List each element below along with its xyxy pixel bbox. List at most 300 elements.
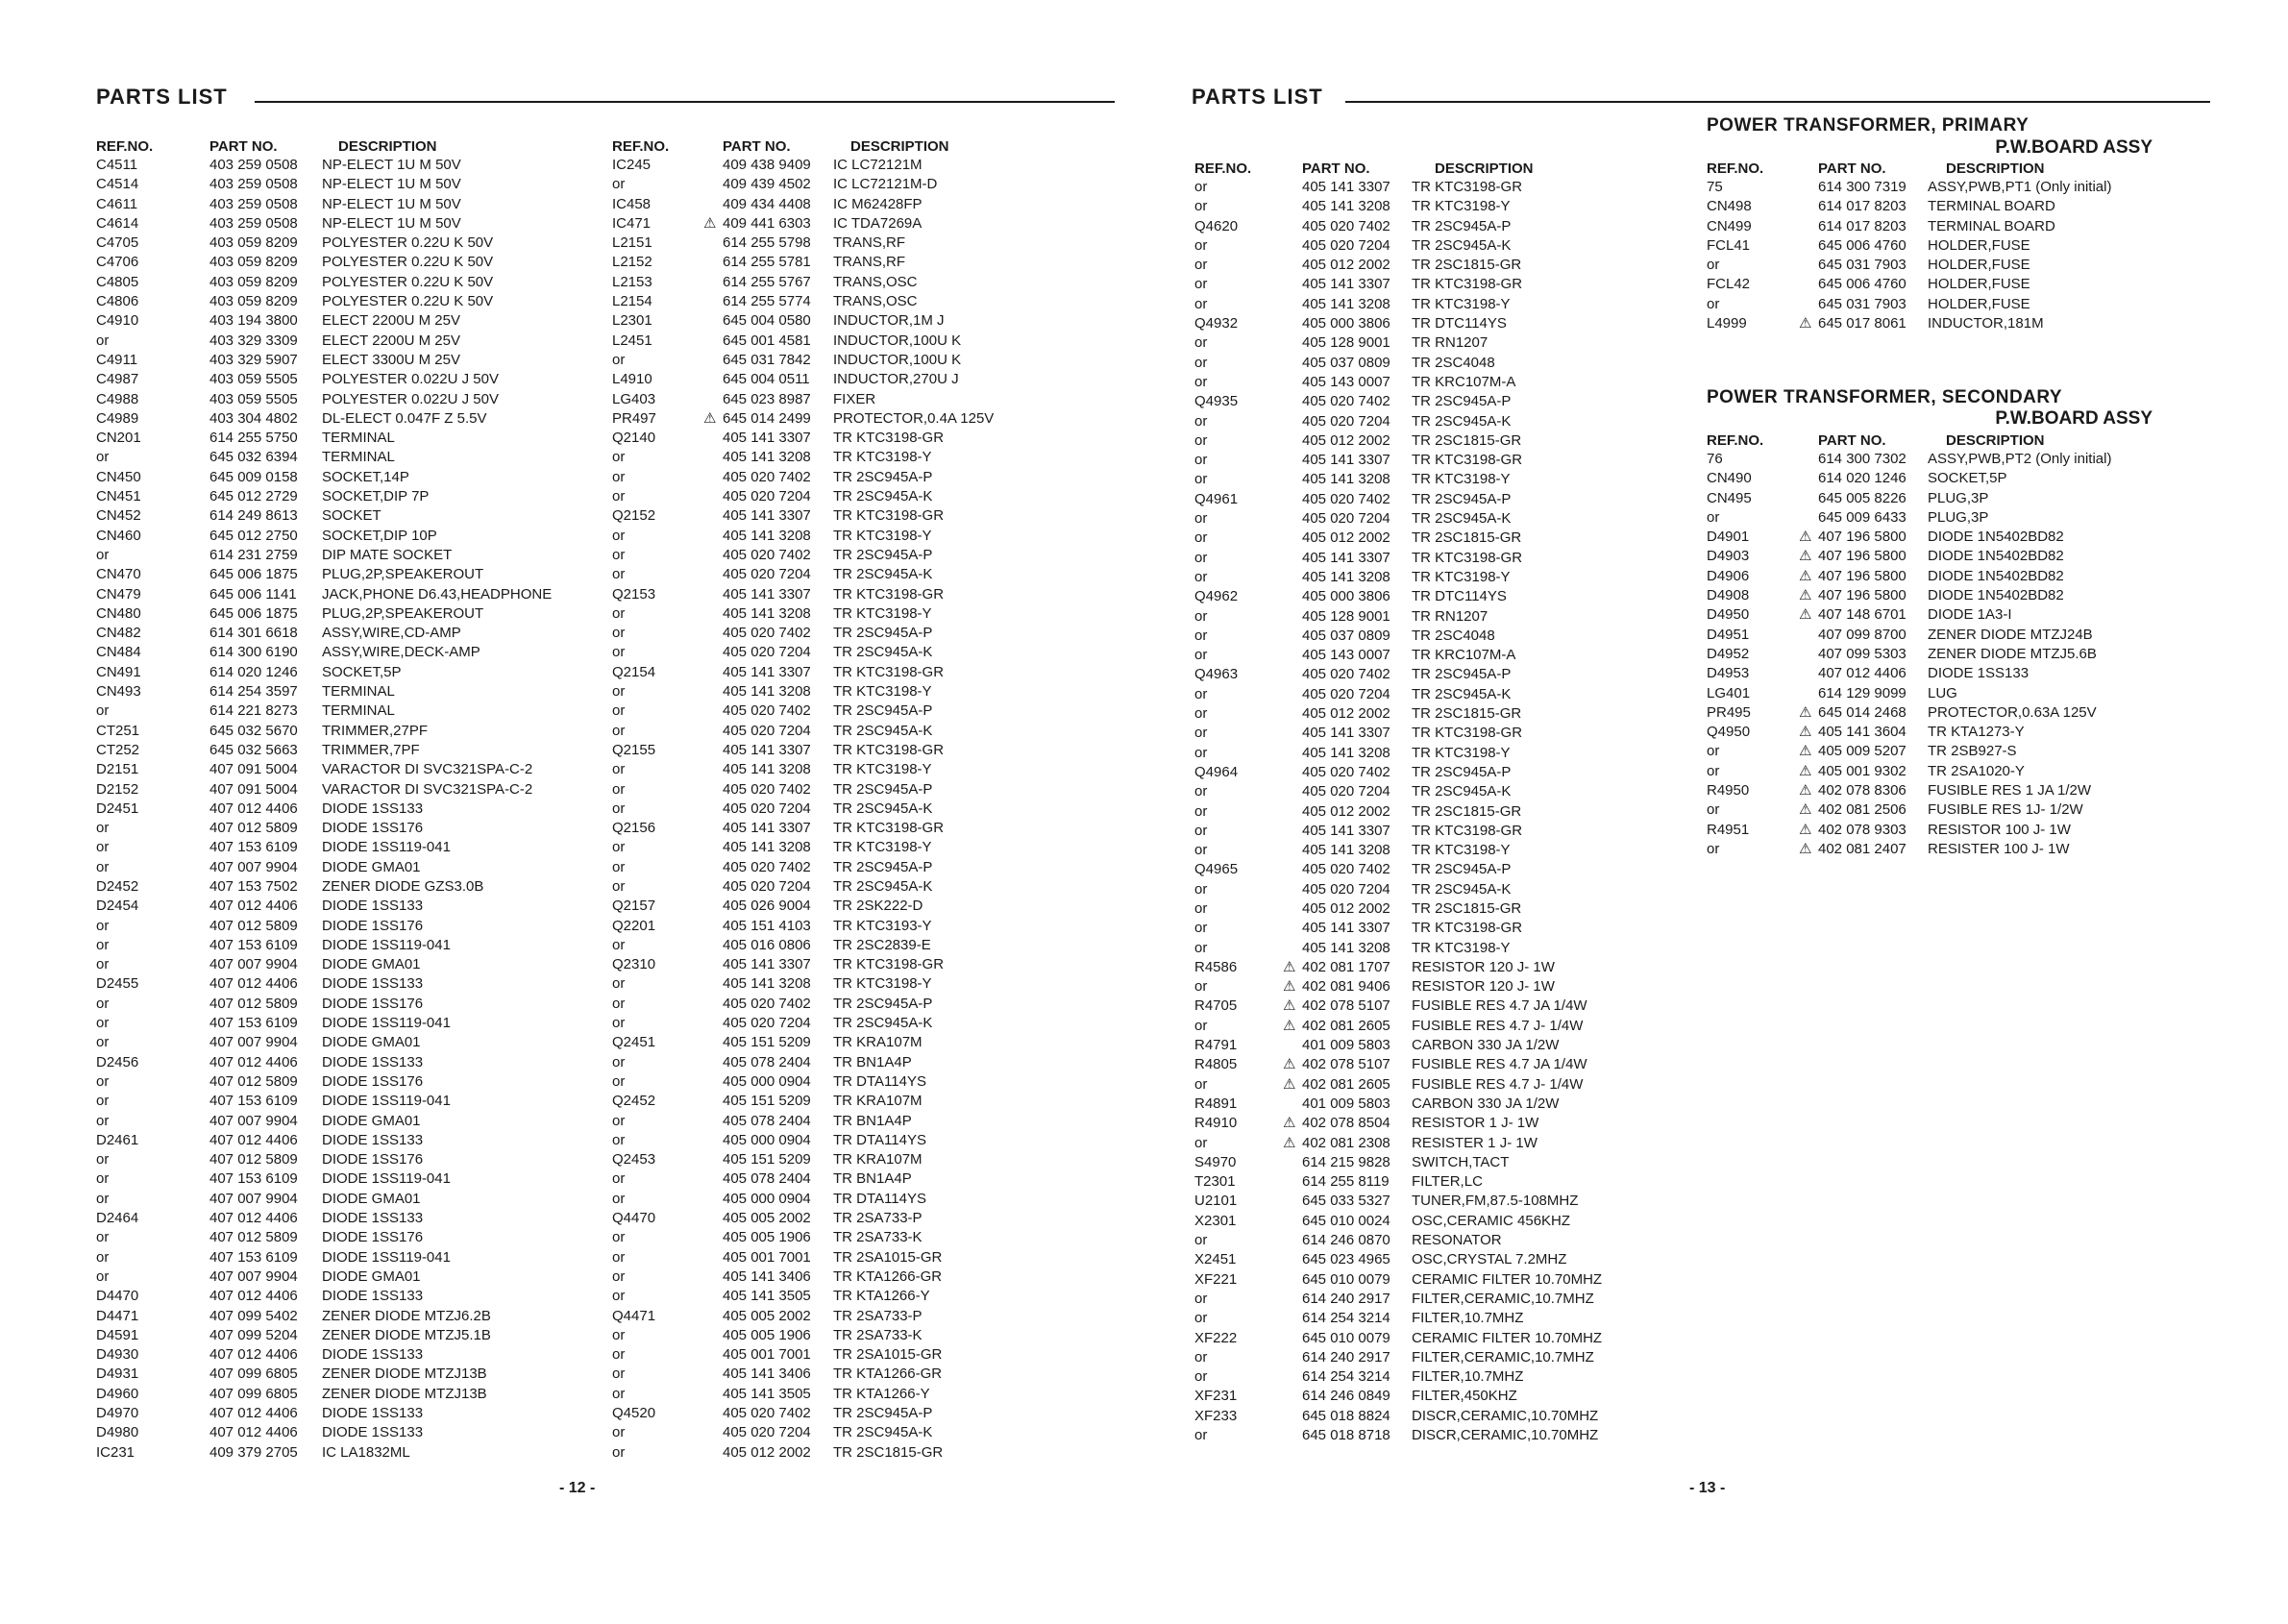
table-row [1194, 529, 1694, 548]
description: TR KTC3198-Y [1412, 842, 1511, 859]
table-row [96, 701, 596, 721]
title-rule-left [255, 101, 1115, 103]
part-no: 407 012 5809 [209, 1229, 298, 1246]
description: TR RN1207 [1412, 607, 1488, 625]
part-no: 407 012 5809 [209, 1151, 298, 1169]
safety-warning-icon: ⚠ [1799, 315, 1812, 332]
part-no: 405 141 3208 [723, 683, 811, 701]
description: POLYESTER 0.22U K 50V [322, 254, 494, 271]
ref-no: CT251 [96, 722, 140, 739]
part-no: 645 032 5670 [209, 722, 298, 739]
table-row [1707, 295, 2187, 314]
part-no: 402 078 9303 [1818, 821, 1907, 838]
ref-no: CN480 [96, 604, 141, 622]
table-row [612, 624, 1112, 643]
table-row [612, 995, 1112, 1014]
ref-no: XF231 [1194, 1388, 1238, 1405]
table-row [1194, 1114, 1694, 1133]
table-row [96, 1385, 596, 1404]
table-row [96, 974, 596, 994]
table-row [1194, 744, 1694, 763]
part-no: 405 141 3307 [1302, 822, 1390, 839]
ref-no: C4611 [96, 195, 138, 212]
ref-no: R4950 [1707, 782, 1750, 800]
description: TR 2SC945A-K [833, 800, 933, 817]
table-row [612, 332, 1112, 351]
col-header-ref: REF.NO. [96, 138, 154, 155]
table-row [1707, 626, 2187, 645]
part-no: 407 012 4406 [209, 1424, 298, 1441]
ref-no: IC231 [96, 1443, 135, 1461]
col-header-part: PART NO. [1818, 160, 1886, 177]
description: NP-ELECT 1U M 50V [322, 195, 461, 212]
ref-no: Q4963 [1194, 666, 1239, 683]
ref-no: D4931 [96, 1366, 139, 1383]
table-row [1194, 1250, 1694, 1269]
table-row [1194, 431, 1694, 451]
ref-no: or [612, 566, 626, 583]
description: TR KTA1266-GR [833, 1267, 943, 1285]
part-no: 405 020 7204 [723, 1015, 811, 1032]
description: TR KTA1266-GR [833, 1366, 943, 1383]
part-no: 405 141 3208 [723, 975, 811, 993]
description: FUSIBLE RES 4.7 JA 1/4W [1412, 997, 1587, 1015]
ref-no: or [1194, 978, 1208, 996]
description: TR 2SC945A-K [833, 877, 933, 895]
part-no: 407 012 4406 [209, 1288, 298, 1305]
ref-no: or [612, 1248, 626, 1266]
part-no: 614 301 6618 [209, 625, 298, 642]
description: ASSY,WIRE,CD-AMP [322, 625, 461, 642]
part-no: 645 004 0511 [723, 371, 810, 388]
part-no: 403 059 8209 [209, 234, 298, 252]
table-row [1194, 470, 1694, 489]
table-row [612, 1014, 1112, 1033]
part-no: 405 078 2404 [723, 1053, 811, 1070]
description: FILTER,450KHZ [1412, 1388, 1517, 1405]
ref-no: or [612, 1072, 626, 1090]
description: TR 2SC945A-P [833, 625, 933, 642]
table-row [96, 156, 596, 175]
ref-no: or [96, 1093, 110, 1110]
col-header-desc: DESCRIPTION [338, 138, 437, 155]
part-no: 407 099 5204 [209, 1326, 298, 1343]
ref-no: or [1707, 840, 1720, 857]
description: TR DTA114YS [833, 1190, 926, 1207]
ref-no: or [1194, 1368, 1208, 1386]
ref-no: or [1194, 452, 1208, 469]
description: JACK,PHONE D6.43,HEADPHONE [322, 585, 553, 603]
ref-no: S4970 [1194, 1153, 1237, 1170]
table-row [96, 506, 596, 526]
part-no: 405 012 2002 [723, 1443, 811, 1461]
table-row [1194, 1348, 1694, 1367]
part-no: 405 078 2404 [723, 1112, 811, 1129]
part-no: 645 014 2468 [1818, 703, 1907, 721]
part-no: 405 005 2002 [723, 1307, 811, 1324]
ref-no: CN490 [1707, 470, 1752, 487]
part-no: 403 059 5505 [209, 390, 298, 407]
description: TR KTC3198-GR [1412, 822, 1523, 839]
ref-no: R4910 [1194, 1115, 1238, 1132]
part-no: 645 031 7903 [1818, 295, 1907, 312]
description: NP-ELECT 1U M 50V [322, 176, 461, 193]
ref-no: Q2154 [612, 663, 656, 680]
table-row [1194, 977, 1694, 997]
ref-no: C4614 [96, 214, 139, 232]
part-no: 407 012 4406 [209, 1210, 298, 1227]
table-row [1707, 178, 2187, 197]
table-row [96, 897, 596, 916]
table-row [96, 1150, 596, 1169]
description: TRANS,OSC [833, 293, 918, 310]
part-no: 645 010 0079 [1302, 1270, 1390, 1288]
table-row [1194, 1017, 1694, 1036]
ref-no: C4911 [96, 351, 138, 368]
table-row [612, 409, 1112, 429]
description: DIODE GMA01 [322, 956, 421, 973]
ref-no: or [1194, 1310, 1208, 1327]
table-row [612, 741, 1112, 760]
description: DL-ELECT 0.047F Z 5.5V [322, 409, 487, 427]
description: TRANS,RF [833, 234, 905, 252]
ref-no: D2152 [96, 780, 139, 798]
ref-no: or [96, 546, 110, 563]
part-no: 407 012 4406 [209, 1053, 298, 1070]
description: HOLDER,FUSE [1928, 276, 2030, 293]
part-no: 405 128 9001 [1302, 607, 1390, 625]
ref-no: T2301 [1194, 1173, 1236, 1191]
part-no: 405 005 1906 [723, 1229, 811, 1246]
table-row [612, 311, 1112, 331]
ref-no: D4908 [1707, 587, 1750, 604]
table-row [96, 722, 596, 741]
description: ELECT 2200U M 25V [322, 312, 460, 330]
description: DIODE 1SS119-041 [322, 936, 451, 953]
table-row [1194, 412, 1694, 431]
ref-no: or [612, 877, 626, 895]
description: TR KRC107M-A [1412, 373, 1516, 390]
ref-no: or [1194, 1134, 1208, 1151]
description: TR 2SA733-K [833, 1229, 923, 1246]
table-row [612, 390, 1112, 409]
part-no: 614 240 2917 [1302, 1348, 1390, 1366]
description: TR 2SA1015-GR [833, 1346, 943, 1364]
table-row [1194, 997, 1694, 1016]
description: TRIMMER,7PF [322, 741, 420, 758]
table-row [1194, 763, 1694, 782]
part-no: 614 017 8203 [1818, 217, 1907, 234]
description: RESONATOR [1412, 1232, 1502, 1249]
ref-no: or [1707, 801, 1720, 819]
description: FILTER,CERAMIC,10.7MHZ [1412, 1290, 1594, 1307]
table-row [612, 253, 1112, 272]
ref-no: or [96, 858, 110, 875]
part-no: 405 020 7402 [1302, 393, 1390, 410]
ref-no: L2154 [612, 293, 652, 310]
description: TR 2SC945A-P [833, 702, 933, 720]
description: NP-ELECT 1U M 50V [322, 214, 461, 232]
description: TR 2SC1815-GR [1412, 705, 1522, 723]
table-row [1707, 547, 2187, 566]
table-row [96, 292, 596, 311]
table-row [96, 1033, 596, 1052]
part-no: 407 091 5004 [209, 780, 298, 798]
description: ELECT 2200U M 25V [322, 332, 460, 349]
page-title-left: PARTS LIST [96, 85, 228, 109]
description: TR DTA114YS [833, 1131, 926, 1148]
part-no: 645 032 5663 [209, 741, 298, 758]
ref-no: IC458 [612, 195, 652, 212]
table-row [1194, 1036, 1694, 1055]
ref-no: or [1707, 743, 1720, 760]
col-header-part: PART NO. [1818, 432, 1886, 449]
ref-no: or [1194, 744, 1208, 761]
description: CERAMIC FILTER 10.70MHZ [1412, 1329, 1603, 1346]
description: FIXER [833, 390, 876, 407]
ref-no: or [612, 1229, 626, 1246]
safety-warning-icon: ⚠ [1799, 548, 1812, 565]
ref-no: or [96, 702, 110, 720]
col-header-ref: REF.NO. [1707, 432, 1764, 449]
part-no: 407 196 5800 [1818, 548, 1907, 565]
part-no: 405 020 7402 [1302, 763, 1390, 780]
part-no: 405 020 7204 [1302, 510, 1390, 528]
ref-no: or [96, 917, 110, 934]
table-row [612, 917, 1112, 936]
table-row [96, 565, 596, 584]
ref-no: or [1194, 1075, 1208, 1093]
ref-no: FCL41 [1707, 236, 1751, 254]
table-row [1194, 568, 1694, 587]
ref-no: PR495 [1707, 703, 1751, 721]
table-row [612, 800, 1112, 819]
ref-no: IC471 [612, 214, 652, 232]
ref-no: XF222 [1194, 1329, 1238, 1346]
description: TR DTC114YS [1412, 315, 1507, 332]
part-no: 402 081 2605 [1302, 1017, 1390, 1034]
description: TERMINAL [322, 702, 395, 720]
table-row [612, 506, 1112, 526]
ref-no: or [612, 625, 626, 642]
ref-no: D2455 [96, 975, 139, 993]
ref-no: R4791 [1194, 1037, 1238, 1054]
part-no: 409 441 6303 [723, 214, 811, 232]
part-no: 407 007 9904 [209, 1267, 298, 1285]
table-row [1194, 704, 1694, 724]
safety-warning-icon: ⚠ [1283, 1075, 1296, 1093]
description: FILTER,10.7MHZ [1412, 1368, 1524, 1386]
description: TR KRA107M [833, 1093, 923, 1110]
table-row [1194, 958, 1694, 977]
table-row [96, 1190, 596, 1209]
table-row [1194, 275, 1694, 294]
part-no: 403 059 5505 [209, 371, 298, 388]
table-row [96, 332, 596, 351]
part-no: 405 037 0809 [1302, 354, 1390, 371]
safety-warning-icon: ⚠ [1283, 1017, 1296, 1034]
description: TR KRA107M [833, 1034, 923, 1051]
description: TR KTC3198-GR [833, 663, 945, 680]
description: ASSY,PWB,PT1 (Only initial) [1928, 179, 2112, 195]
part-no: 407 012 4406 [209, 1405, 298, 1421]
ref-no: X2301 [1194, 1212, 1237, 1229]
table-row [1707, 275, 2187, 294]
description: OSC,CERAMIC 456KHZ [1412, 1212, 1571, 1229]
part-no: 614 254 3214 [1302, 1368, 1390, 1386]
table-row [612, 858, 1112, 877]
description: IC M62428FP [833, 195, 923, 212]
description: IC LC72121M [833, 157, 923, 173]
ref-no: or [96, 1229, 110, 1246]
part-no: 405 141 3307 [1302, 725, 1390, 742]
ref-no: or [612, 1366, 626, 1383]
description: TR KTC3193-Y [833, 917, 932, 934]
ref-no: CN484 [96, 644, 141, 661]
description: CERAMIC FILTER 10.70MHZ [1412, 1270, 1603, 1288]
description: TR KRA107M [833, 1151, 923, 1169]
ref-no: CN479 [96, 585, 141, 603]
table-row [612, 955, 1112, 974]
description: RESISTOR 120 J- 1W [1412, 978, 1555, 996]
table-row [96, 819, 596, 838]
description: TR KTC3198-Y [1412, 198, 1511, 215]
description: TR BN1A4P [833, 1112, 912, 1129]
part-no: 407 099 8700 [1818, 626, 1907, 643]
part-no: 409 434 4408 [723, 195, 811, 212]
table-row [96, 311, 596, 331]
table-row [96, 1287, 596, 1306]
safety-warning-icon: ⚠ [1799, 821, 1812, 838]
table-row [96, 1228, 596, 1247]
ref-no: D2151 [96, 761, 139, 778]
description: HOLDER,FUSE [1928, 236, 2030, 254]
table-row [612, 292, 1112, 311]
ref-no: or [1194, 354, 1208, 371]
description: TR 2SC945A-K [1412, 510, 1512, 528]
table-row [1707, 605, 2187, 625]
table-row [612, 838, 1112, 857]
table-row [612, 351, 1112, 370]
part-no: 614 020 1246 [1818, 470, 1907, 487]
description: ZENER DIODE MTZJ13B [322, 1385, 487, 1402]
table-row [96, 663, 596, 682]
table-row [612, 663, 1112, 682]
description: FILTER,10.7MHZ [1412, 1310, 1524, 1327]
safety-warning-icon: ⚠ [1799, 840, 1812, 857]
ref-no: D4903 [1707, 548, 1750, 565]
part-no: 614 231 2759 [209, 546, 298, 563]
description: INDUCTOR,1M J [833, 312, 945, 330]
ref-no: or [96, 1248, 110, 1266]
description: DIODE 1SS133 [322, 1424, 424, 1441]
description: DIODE 1N5402BD82 [1928, 587, 2064, 604]
description: TR 2SC945A-P [1412, 763, 1512, 780]
table-row [612, 780, 1112, 800]
table-row [1194, 1270, 1694, 1290]
ref-no: or [1707, 257, 1720, 274]
part-no: 407 153 6109 [209, 1093, 298, 1110]
table-row [96, 1092, 596, 1111]
ref-no: 75 [1707, 179, 1723, 195]
table-row [1194, 1367, 1694, 1387]
table-row [612, 175, 1112, 194]
table-row [612, 585, 1112, 604]
safety-warning-icon: ⚠ [703, 214, 717, 232]
description: DIODE 1SS176 [322, 1072, 424, 1090]
part-no: 405 020 7204 [723, 800, 811, 817]
table-row [612, 682, 1112, 701]
table-row [612, 546, 1112, 565]
ref-no: or [612, 702, 626, 720]
table-row [1194, 841, 1694, 860]
ref-no: Q4965 [1194, 861, 1239, 878]
ref-no: or [1194, 179, 1208, 195]
description: TR KTC3198-Y [833, 839, 932, 856]
description: FUSIBLE RES 4.7 JA 1/4W [1412, 1056, 1587, 1073]
description: TR KTC3198-Y [833, 975, 932, 993]
part-no: 409 439 4502 [723, 176, 811, 193]
description: DIODE 1SS133 [322, 898, 424, 915]
table-row [96, 1307, 596, 1326]
ref-no: CN491 [96, 663, 141, 680]
part-no: 614 249 8613 [209, 507, 298, 525]
part-no: 614 300 7302 [1818, 451, 1907, 467]
table-row [96, 1404, 596, 1423]
table-row [96, 643, 596, 662]
part-no: 405 020 7204 [723, 644, 811, 661]
part-no: 614 255 5750 [209, 430, 298, 447]
ref-no: C4705 [96, 234, 139, 252]
part-no: 645 031 7903 [1818, 257, 1907, 274]
description: DIODE 1N5402BD82 [1928, 548, 2064, 565]
table-row [96, 214, 596, 234]
part-no: 402 078 5107 [1302, 997, 1390, 1015]
description: RESISTER 1 J- 1W [1412, 1134, 1538, 1151]
table-row [96, 175, 596, 194]
table-row [612, 1443, 1112, 1463]
part-no: 405 020 7402 [723, 625, 811, 642]
description: TR 2SC945A-P [1412, 217, 1512, 234]
table-row [96, 1053, 596, 1072]
description: ZENER DIODE MTZJ13B [322, 1366, 487, 1383]
table-row [612, 527, 1112, 546]
part-no: 405 151 5209 [723, 1093, 811, 1110]
description: VARACTOR DI SVC321SPA-C-2 [322, 761, 533, 778]
table-row [612, 1345, 1112, 1365]
col-header-desc: DESCRIPTION [850, 138, 949, 155]
table-row [1194, 1095, 1694, 1114]
table-row [1707, 645, 2187, 664]
part-no: 614 254 3214 [1302, 1310, 1390, 1327]
safety-warning-icon: ⚠ [1799, 724, 1812, 741]
section-subtitle-primary: P.W.BOARD ASSY [1995, 137, 2153, 158]
part-no: 405 141 3307 [1302, 452, 1390, 469]
description: FILTER,LC [1412, 1173, 1483, 1191]
ref-no: or [1194, 1232, 1208, 1249]
part-no: 405 141 3307 [723, 430, 811, 447]
description: DIODE 1SS133 [1928, 665, 2030, 682]
description: TR KTC3198-GR [833, 585, 945, 603]
description: PROTECTOR,0.63A 125V [1928, 703, 2097, 721]
ref-no: D4591 [96, 1326, 139, 1343]
ref-no: or [1194, 899, 1208, 917]
table-row [1707, 314, 2187, 333]
table-row [96, 624, 596, 643]
table-row [612, 1404, 1112, 1423]
description: TR 2SC1815-GR [1412, 257, 1522, 274]
table-row [96, 448, 596, 467]
